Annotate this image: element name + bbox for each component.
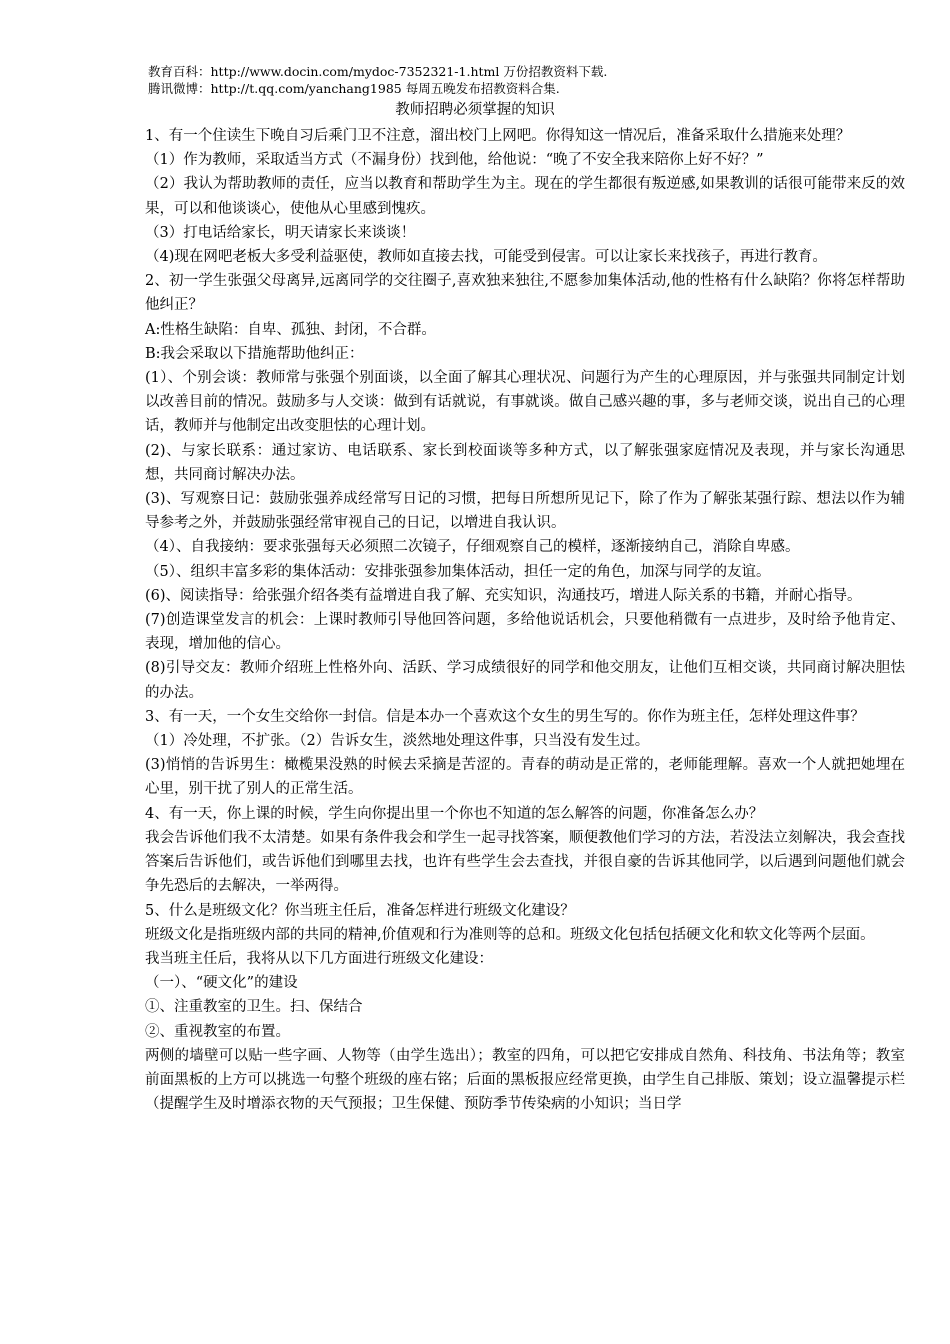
paragraph: 我会告诉他们我不太清楚。如果有条件我会和学生一起寻找答案，顺便教他们学习的方法，若没法立刻解决，我会查找答案后告诉他们，或告诉他们到哪里去找，也许有些学生会去查找，并很自豪的告诉其他同学，以后遇到问题他们就会争先恐后的去解决，一举两得。 (145, 829, 905, 895)
paragraph: 两侧的墙壁可以贴一些字画、人物等（由学生选出）；教室的四角，可以把它安排成自然角、科技角、书法角等；教室前面黑板的上方可以挑选一句整个班级的座右铭；后面的黑板报应经常更换，由学生自己排版、策划；设立温馨提示栏（提醒学生及时增添衣物的天气预报；卫生保健、预防季节传染病的小知识；当日学 (145, 1047, 905, 1113)
document-body (145, 124, 905, 1116)
paragraph: (7)创造课堂发言的机会：上课时教师引导他回答问题，多给他说话机会，只要他稍微有一点进步，及时给予他肯定、表现，增加他的信心。 (145, 612, 905, 653)
paragraph: 班级文化是指班级内部的共同的精神,价值观和行为准则等的总和。班级文化包括包括硬文化和软文化等两个层面。 (145, 926, 875, 943)
header-line-weibo: 腾讯微博：http://t.qq.com/yanchang1985 每周五晚发布招教资料合集. (148, 81, 560, 96)
paragraph: （5）、组织丰富多彩的集体活动：安排张强参加集体活动，担任一定的角色，加深与同学的友谊。 (145, 563, 771, 580)
paragraph: 1、有一个住读生下晚自习后乘门卫不注意，溜出校门上网吧。你得知这一情况后，准备采取什么措施来处理？ (145, 128, 851, 144)
paragraph: B:我会采取以下措施帮助他纠正： (145, 345, 364, 362)
paragraph: ②、重视教室的布置。 (145, 1023, 290, 1040)
paragraph: （4)现在网吧老板大多受利益驱使，教师如直接去找，可能受到侵害。可以让家长来找孩子，再进行教育。 (145, 249, 827, 266)
paragraph: （4）、自我接纳：要求张强每天必须照二次镜子，仔细观察自己的模样，逐渐接纳自己，消除自卑感。 (145, 539, 800, 556)
paragraph: （1）作为教师，采取适当方式（不漏身份）找到他，给他说：“晚了不安全我来陪你上好不好？” (145, 152, 764, 169)
paragraph: 我当班主任后，我将从以下几方面进行班级文化建设： (145, 950, 493, 967)
paragraph: (3)、写观察日记：鼓励张强养成经常写日记的习惯，把每日所想所见记下，除了作为了解张某强行踪、想法以作为辅导参考之外，并鼓励张强经常审视自己的日记，以增进自我认识。 (145, 491, 905, 532)
paragraph: (6)、阅读指导：给张强介绍各类有益增进自我了解、充实知识，沟通技巧，增进人际关系的书籍，并耐心指导。 (145, 587, 862, 604)
paragraph: (2)、与家长联系：通过家访、电话联系、家长到校面谈等多种方式，以了解张强家庭情况及表现，并与家长沟通思想，共同商讨解决办法。 (145, 442, 905, 483)
paragraph: 4、有一天，你上课的时候，学生向你提出里一个你也不知道的怎么解答的问题，你准备怎么办？ (145, 805, 764, 822)
paragraph: （一）、“硬文化”的建设 (145, 975, 298, 992)
paragraph: ①、注重教室的卫生。扫、保结合 (145, 999, 363, 1016)
paragraph: 5、什么是班级文化？你当班主任后，准备怎样进行班级文化建设？ (145, 902, 575, 919)
paragraph: (1）、个别会谈：教师常与张强个别面谈，以全面了解其心理状况、问题行为产生的心理原因，并与张强共同制定计划以改善目前的情况。鼓励多与人交谈：做到有话就说，有事就谈。做自己感兴趣的事，多与老师交谈，说出自己的心理话，教师并与他制定出改变胆怯的心理计划。 (145, 370, 905, 435)
paragraph: （2）我认为帮助教师的责任，应当以教育和帮助学生为主。现在的学生都很有叛逆感,如果教训的话很可能带来反的效果，可以和他谈谈心，使他从心里感到愧疚。 (145, 176, 905, 217)
paragraph: 3、有一天，一个女生交给你一封信。信是本办一个喜欢这个女生的男生写的。你作为班主任，怎样处理这件事？ (145, 708, 865, 725)
paragraph: （3）打电话给家长，明天请家长来谈谈！ (145, 224, 416, 241)
paragraph: （1）冷处理，不扩张。（2）告诉女生，淡然地处理这件事，只当没有发生过。 (145, 733, 650, 750)
paragraph: (3)悄悄的告诉男生：橄榄果没熟的时候去采摘是苦涩的。青春的萌动是正常的，老师能理解。喜欢一个人就把她埋在心里，别干扰了别人的正常生活。 (145, 757, 905, 798)
paragraph: (8)引导交友：教师介绍班上性格外向、活跃、学习成绩很好的同学和他交朋友，让他们互相交谈，共同商讨解决胆怯的办法。 (145, 660, 905, 701)
page-header (148, 63, 607, 97)
document-title: 教师招聘必须掌握的知识 (395, 102, 555, 118)
paragraph: 2、初一学生张强父母离异,远离同学的交往圈子,喜欢独来独往,不愿参加集体活动,他的性格有什么缺陷？你将怎样帮助他纠正？ (145, 273, 905, 314)
header-line-docin: 教育百科：http://www.docin.com/mydoc-7352321-1.html 万份招教资料下载. (148, 64, 608, 79)
paragraph: A:性格生缺陷：自卑、孤独、封闭，不合群。 (145, 321, 436, 338)
